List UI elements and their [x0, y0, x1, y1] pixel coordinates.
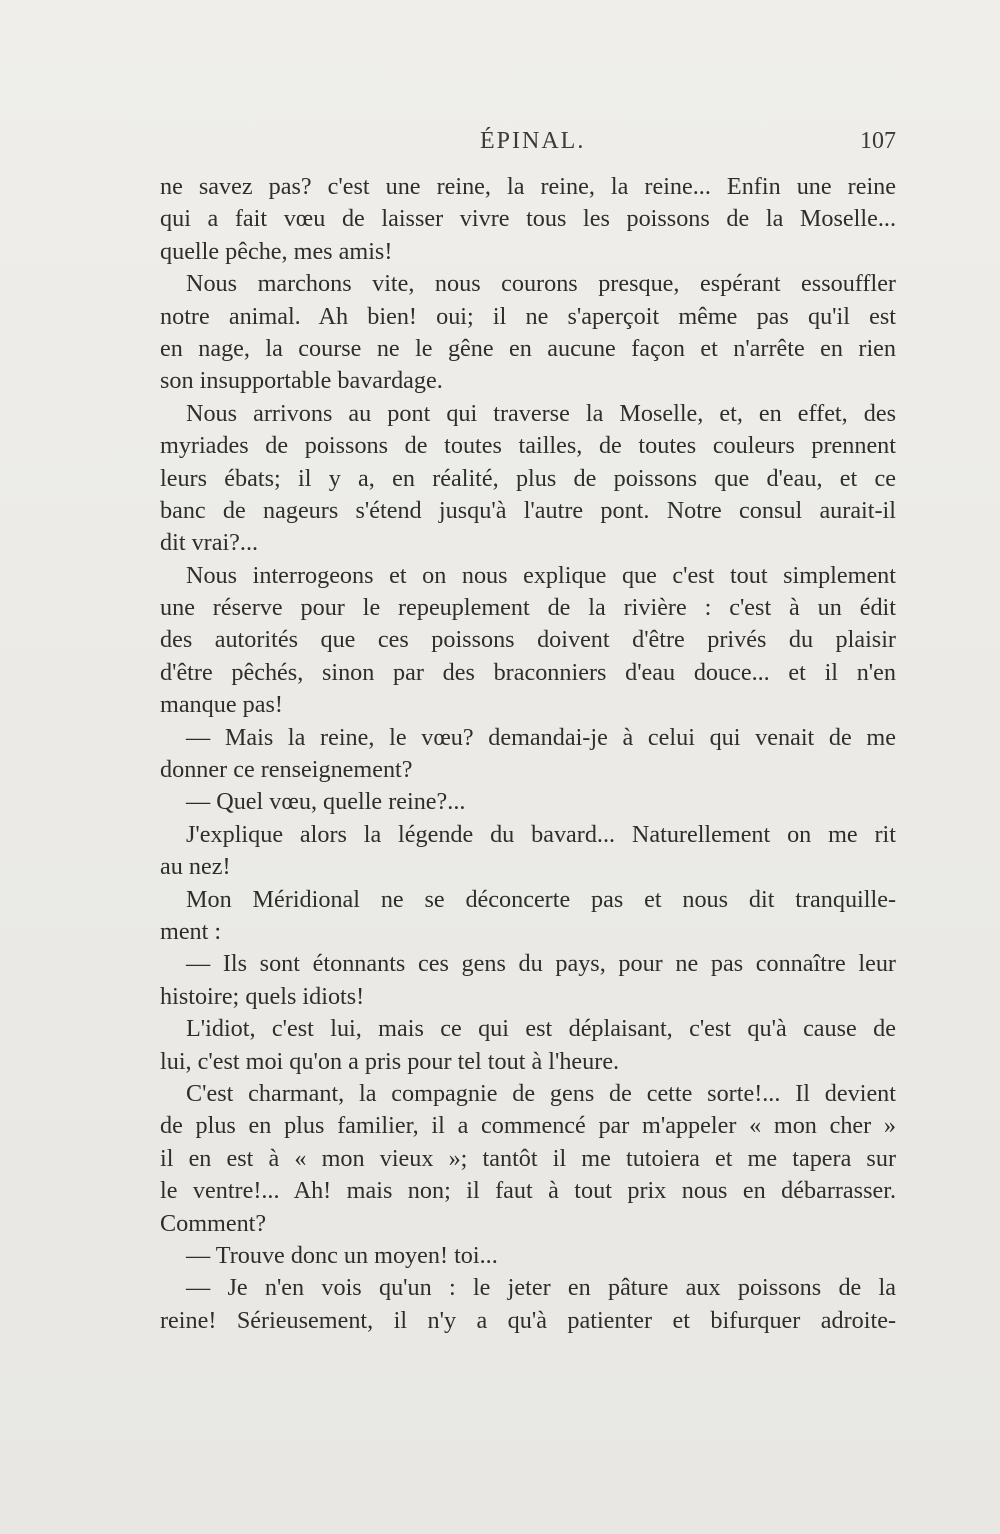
text-line: — Ils sont étonnants ces gens du pays, pour ne pas connaître leur [186, 950, 896, 978]
text-line: Mon Méridional ne se déconcerte pas et nous dit tranquille- [186, 885, 896, 913]
text-line: lui, c'est moi qu'on a pris pour tel tout à l'heure. [160, 1047, 620, 1075]
text-line: d'être pêchés, sinon par des braconniers d'eau douce... et il n'en [160, 658, 896, 686]
text-line: en nage, la course ne le gêne en aucune façon et n'arrête en rien [160, 334, 896, 362]
body-text [160, 171, 896, 1337]
text-line: son insupportable bavardage. [160, 367, 443, 395]
text-line: dit vrai?... [160, 529, 259, 557]
text-line: J'explique alors la légende du bavard... Naturellement on me rit [186, 820, 896, 848]
text-line: C'est charmant, la compagnie de gens de cette sorte!... Il devient [186, 1079, 896, 1107]
text-line: L'idiot, c'est lui, mais ce qui est déplaisant, c'est qu'à cause de [186, 1015, 896, 1043]
page-number: 107 [860, 128, 896, 154]
text-line: qui a fait vœu de laisser vivre tous les poissons de la Moselle... [160, 205, 896, 233]
text-line: notre animal. Ah bien! oui; il ne s'aperçoit même pas qu'il est [160, 302, 896, 330]
text-line: Nous arrivons au pont qui traverse la Moselle, et, en effet, des [186, 399, 896, 427]
text-line: — Mais la reine, le vœu? demandai-je à celui qui venait de me [186, 723, 896, 751]
text-line: de plus en plus familier, il a commencé par m'appeler « mon cher » [160, 1112, 896, 1140]
text-line: reine! Sérieusement, il n'y a qu'à patienter et bifurquer adroite- [160, 1306, 896, 1334]
running-title: ÉPINAL. [480, 128, 586, 154]
text-line: — Trouve donc un moyen! toi... [186, 1241, 498, 1269]
text-line: des autorités que ces poissons doivent d'être privés du plaisir [160, 626, 896, 654]
text-line: quelle pêche, mes amis! [160, 237, 393, 265]
text-line: leurs ébats; il y a, en réalité, plus de poissons que d'eau, et ce [160, 464, 896, 492]
text-line: — Je n'en vois qu'un : le jeter en pâture aux poissons de la [186, 1274, 896, 1302]
running-head [160, 128, 896, 160]
text-line: histoire; quels idiots! [160, 982, 365, 1010]
text-line: — Quel vœu, quelle reine?... [186, 788, 466, 816]
text-line: banc de nageurs s'étend jusqu'à l'autre pont. Notre consul aurait-il [160, 496, 896, 524]
text-line: manque pas! [160, 691, 283, 719]
text-line: au nez! [160, 853, 231, 881]
text-line: Comment? [160, 1209, 267, 1237]
text-line: donner ce renseignement? [160, 756, 413, 784]
text-line: le ventre!... Ah! mais non; il faut à tout prix nous en débarrasser. [160, 1177, 896, 1205]
text-line: ne savez pas? c'est une reine, la reine, la reine... Enfin une reine [160, 173, 896, 200]
text-line: il en est à « mon vieux »; tantôt il me tutoiera et me tapera sur [160, 1144, 896, 1172]
text-line: Nous marchons vite, nous courons presque, espérant essouffler [186, 270, 896, 298]
text-line: une réserve pour le repeuplement de la rivière : c'est à un édit [160, 594, 896, 622]
text-line: ment : [160, 917, 222, 945]
text-line: Nous interrogeons et on nous explique que c'est tout simplement [186, 561, 896, 589]
text-line: myriades de poissons de toutes tailles, de toutes couleurs prennent [160, 432, 896, 460]
